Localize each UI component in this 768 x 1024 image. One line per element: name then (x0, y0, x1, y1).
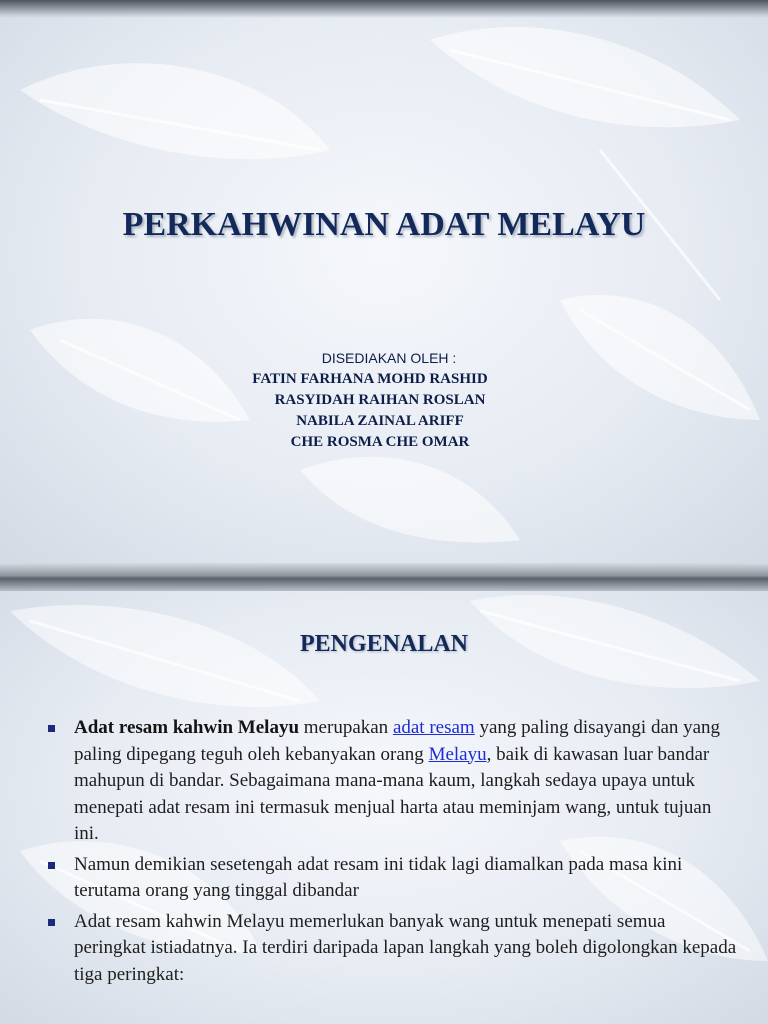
slide-top-bar (0, 0, 768, 18)
adat-resam-link[interactable]: adat resam (392, 717, 475, 738)
author-name: RASYIDAH RAIHAN ROSLAN (274, 392, 486, 408)
slide-title: PERKAHWINAN ADAT MELAYU (122, 206, 646, 243)
authors-block (210, 348, 550, 453)
slide-separator (0, 563, 768, 591)
bullet-text: , baik di kawasan luar bandar mahupun di bandar. Sebagaimana mana-mana kaum, langkah sedaya upaya untuk menepati adat resam ini termasuk menjual harta atau meminjam wang, untuk tujuan ini. (74, 743, 712, 844)
square-bullet-icon (48, 725, 55, 732)
bullet-list (48, 715, 738, 992)
author-name: CHE ROSMA CHE OMAR (290, 434, 470, 450)
bullet-item (48, 852, 738, 905)
bullet-text: merupakan (299, 717, 393, 738)
author-name: FATIN FARHANA MOHD RASHID (252, 371, 488, 387)
square-bullet-icon (48, 919, 55, 926)
prepared-by-label: DISEDIAKAN OLEH : (321, 350, 457, 366)
bullet-text: yang paling disayangi dan yang paling dipegang teguh oleh kebanyakan orang (74, 717, 721, 765)
bullet-text: Adat resam kahwin Melayu memerlukan banyak wang untuk menepati semua peringkat istiadatnya. Ia terdiri daripada lapan langkah yang boleh digolongkan kepada tiga peringkat: (74, 910, 737, 985)
bullet-item (48, 909, 738, 989)
bullet-text: Namun demikian sesetengah adat resam ini tidak lagi diamalkan pada masa kini terutama orang yang tinggal dibandar (74, 853, 683, 901)
introduction-slide (0, 591, 768, 1024)
author-name: NABILA ZAINAL ARIFF (296, 413, 464, 429)
section-title: PENGENALAN (299, 631, 468, 657)
bullet-item (48, 715, 738, 848)
bold-lead-text: Adat resam kahwin Melayu (74, 717, 300, 738)
melayu-link[interactable]: Melayu (428, 743, 487, 765)
square-bullet-icon (48, 862, 55, 869)
